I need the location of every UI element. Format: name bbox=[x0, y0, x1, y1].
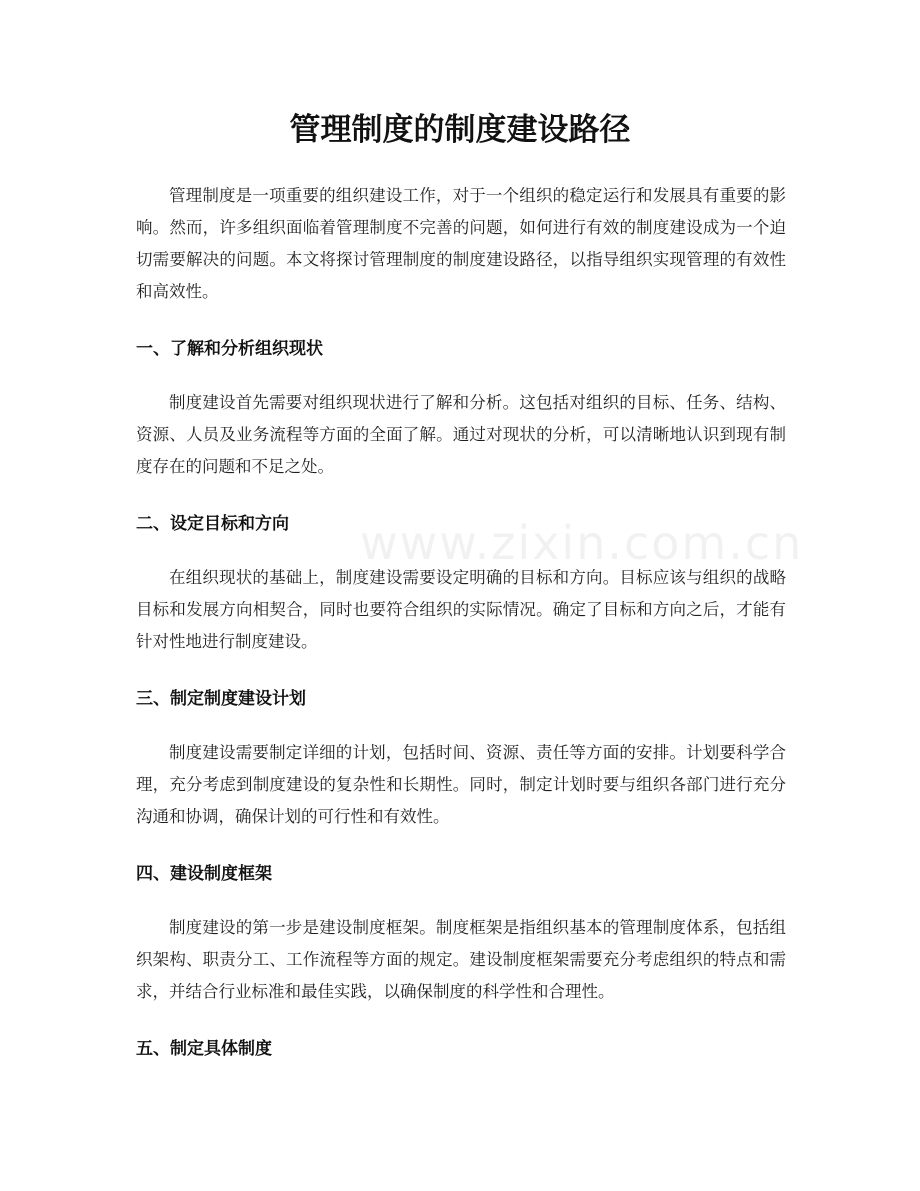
section-heading-4: 四、建设制度框架 bbox=[136, 864, 272, 884]
section-paragraph-1: 制度建设首先需要对组织现状进行了解和分析。这包括对组织的目标、任务、结构、资源、人员及业务流程等方面的全面了解。通过对现状的分析，可以清晰地认识到现有制度存在的问题和不足之处。 bbox=[136, 393, 786, 476]
section-heading-2: 二、设定目标和方向 bbox=[136, 514, 289, 534]
section-heading-5: 五、制定具体制度 bbox=[136, 1039, 272, 1059]
section-paragraph-4: 制度建设的第一步是建设制度框架。制度框架是指组织基本的管理制度体系，包括组织架构、职责分工、工作流程等方面的规定。建设制度框架需要充分考虑组织的特点和需求，并结合行业标准和最佳实践，以确保制度的科学性和合理性。 bbox=[136, 918, 786, 1001]
document-body bbox=[136, 180, 786, 1063]
section-heading-3: 三、制定制度建设计划 bbox=[136, 689, 306, 709]
section-heading-1: 一、了解和分析组织现状 bbox=[136, 339, 323, 359]
section-paragraph-3: 制度建设需要制定详细的计划，包括时间、资源、责任等方面的安排。计划要科学合理，充分考虑到制度建设的复杂性和长期性。同时，制定计划时要与组织各部门进行充分沟通和协调，确保计划的可行性和有效性。 bbox=[136, 743, 786, 826]
section-paragraph-2: 在组织现状的基础上，制度建设需要设定明确的目标和方向。目标应该与组织的战略目标和发展方向相契合，同时也要符合组织的实际情况。确定了目标和方向之后，才能有针对性地进行制度建设。 bbox=[136, 568, 786, 651]
intro-paragraph: 管理制度是一项重要的组织建设工作，对于一个组织的稳定运行和发展具有重要的影响。然而，许多组织面临着管理制度不完善的问题，如何进行有效的制度建设成为一个迫切需要解决的问题。本文将探讨管理制度的制度建设路径，以指导组织实现管理的有效性和高效性。 bbox=[136, 186, 786, 301]
document-title: 管理制度的制度建设路径 bbox=[289, 112, 631, 148]
watermark: www.zixin.com.cn bbox=[360, 516, 804, 570]
